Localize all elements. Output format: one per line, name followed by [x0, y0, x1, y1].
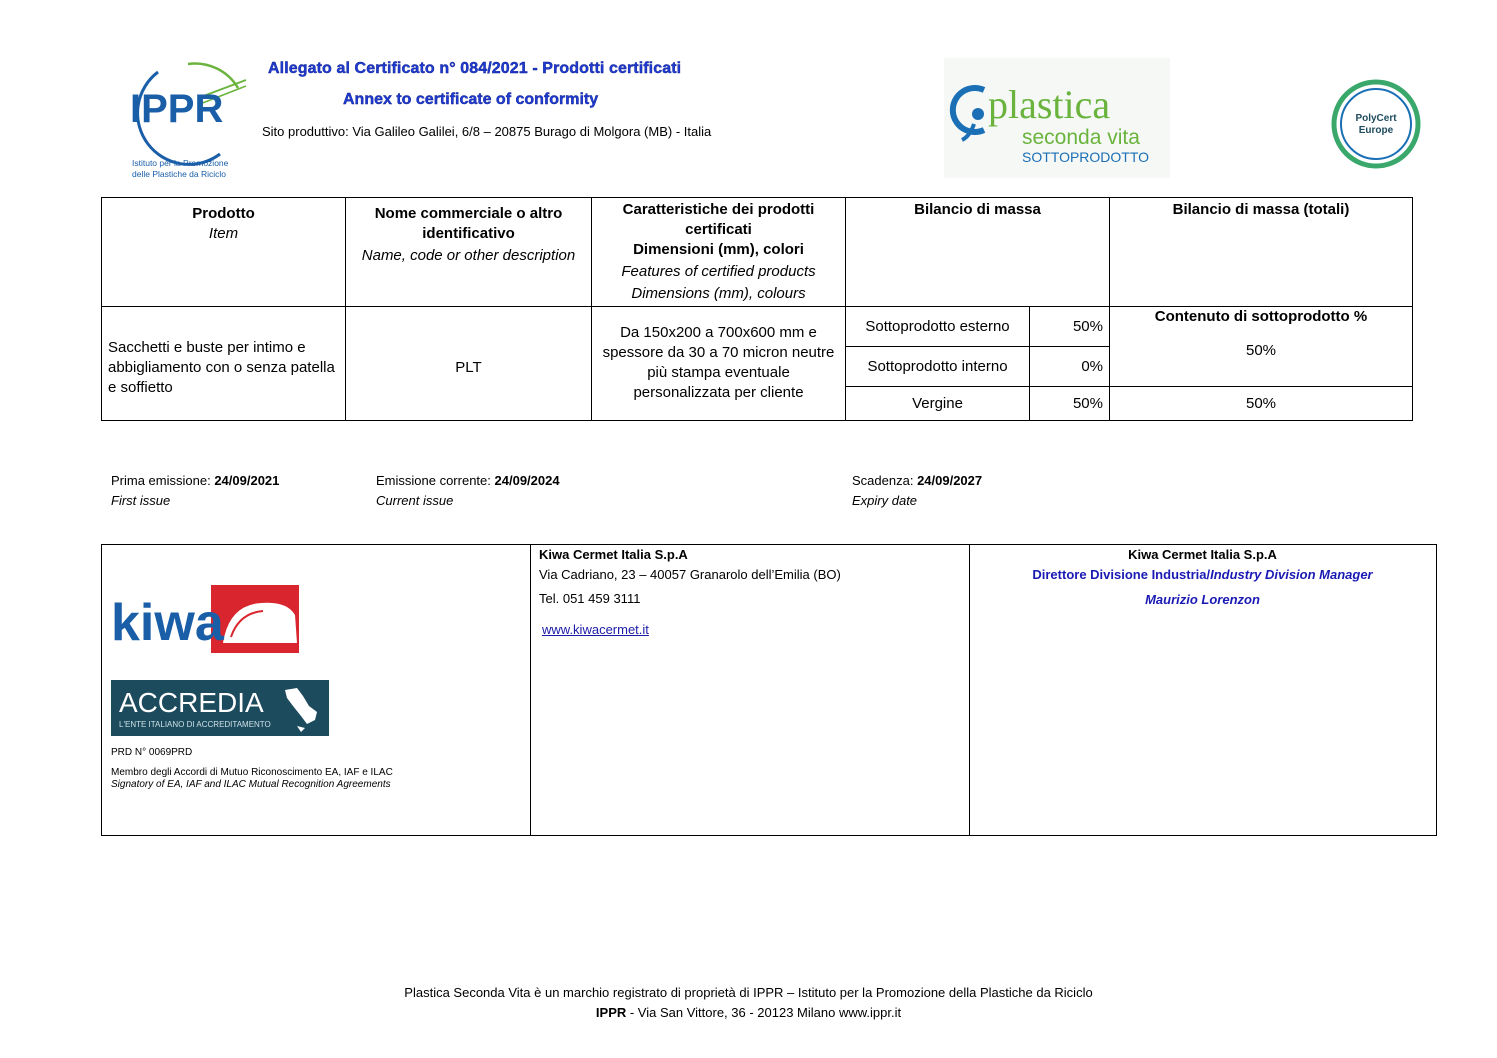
current-issue-en: Current issue — [376, 493, 454, 508]
current-issue-label: Emissione corrente: — [376, 473, 491, 488]
total-byproduct-value: 50% — [1245, 342, 1277, 359]
balance-value-internal: 0% — [1030, 347, 1110, 387]
certified-products-table — [101, 197, 1413, 421]
ippr-logo — [128, 58, 248, 183]
footer-address-text: - Via San Vittore, 36 - 20123 Milano www.ippr.it — [626, 1005, 902, 1020]
signer-name: Maurizio Lorenzon — [1145, 592, 1260, 607]
ippr-logo-caption-2: delle Plastiche da Riciclo — [132, 169, 227, 179]
first-issue-en: First issue — [111, 493, 171, 508]
accredia-logo-name: ACCREDIA — [119, 687, 264, 718]
accredia-logo-tagline: L'ENTE ITALIANO DI ACCREDITAMENTO — [119, 720, 271, 729]
footer-address — [0, 1005, 1497, 1020]
row-name: PLT — [346, 307, 592, 421]
psv-logo-line3: SOTTOPRODOTTO — [1022, 149, 1150, 165]
prd-number: PRD N° 0069PRD — [111, 747, 193, 758]
header-mass-balance: Bilancio di massa — [846, 198, 1110, 307]
header-item-it: Prodotto — [192, 205, 255, 222]
signature-cell — [969, 545, 1436, 835]
accredia-logo — [111, 680, 329, 741]
membership-it: Membro degli Accordi di Mutuo Riconoscimento EA, IAF e ILAC — [111, 767, 393, 778]
current-issue-date: 24/09/2024 — [494, 473, 560, 488]
polycert-europe-logo — [1330, 78, 1422, 170]
polycert-logo-line2: Europe — [1358, 125, 1394, 136]
ippr-logo-letters: IPPR — [130, 87, 224, 131]
first-issue-label: Prima emissione: — [111, 473, 211, 488]
header-features-it: Caratteristiche dei prodotti certificati — [622, 201, 815, 238]
balance-label-external: Sottoprodotto esterno — [846, 307, 1030, 347]
company-phone: Tel. 051 459 3111 — [539, 591, 641, 606]
kiwa-logo — [111, 585, 301, 660]
plastica-seconda-vita-logo — [944, 58, 1170, 178]
balance-label-internal: Sottoprodotto interno — [846, 347, 1030, 387]
signer-role — [969, 567, 1436, 582]
header-features-en: Features of certified products — [621, 263, 816, 280]
signer-role-it: Direttore Divisione Industria/ — [1032, 567, 1211, 582]
total-byproduct-cell — [1110, 307, 1413, 387]
expiry-date: 24/09/2027 — [917, 473, 983, 488]
production-site: Sito produttivo: Via Galileo Galilei, 6/8 – 20875 Burago di Molgora (MB) - Italia — [262, 124, 712, 139]
issuer-table — [101, 544, 1437, 836]
header-mass-balance-total: Bilancio di massa (totali) — [1110, 198, 1413, 307]
expiry — [852, 471, 982, 511]
polycert-logo-line1: PolyCert — [1355, 113, 1397, 124]
signer-company: Kiwa Cermet Italia S.p.A — [1128, 547, 1277, 562]
row-features: Da 150x200 a 700x600 mm e spessore da 30 a 70 micron neutre più stampa eventuale personalizzata per cliente — [592, 307, 846, 421]
total-virgin-value: 50% — [1110, 387, 1413, 421]
kiwa-logo-text: kiwa — [111, 594, 224, 652]
expiry-en: Expiry date — [852, 493, 918, 508]
header-item — [102, 198, 346, 307]
header-item-en: Item — [208, 225, 239, 242]
row-item: Sacchetti e buste per intimo e abbigliamento con o senza patella e soffietto — [102, 307, 346, 421]
first-issue-date: 24/09/2021 — [214, 473, 280, 488]
header-name-it: Nome commerciale o altro identificativo — [374, 205, 563, 242]
company-name: Kiwa Cermet Italia S.p.A — [539, 547, 688, 562]
psv-logo-line1: plastica — [988, 82, 1111, 127]
ippr-logo-caption-1: Istituto per la Promozione — [132, 158, 229, 168]
total-byproduct-label: Contenuto di sottoprodotto % — [1154, 308, 1368, 325]
membership-en: Signatory of EA, IAF and ILAC Mutual Recognition Agreements — [111, 779, 391, 790]
balance-label-virgin: Vergine — [846, 387, 1030, 421]
footer-trademark: Plastica Seconda Vita è un marchio registrato di proprietà di IPPR – Istituto per la Promozione della Plastiche da Riciclo — [404, 985, 1093, 1000]
company-website-link[interactable]: www.kiwacermet.it — [542, 622, 649, 637]
signer-role-en: Industry Division Manager — [1210, 567, 1373, 582]
page-title: Allegato al Certificato n° 084/2021 - Prodotti certificati — [268, 60, 682, 77]
accreditation-cell — [102, 545, 531, 835]
header-features-en2: Dimensions (mm), colours — [631, 285, 806, 302]
footer-ippr: IPPR — [595, 1005, 627, 1020]
balance-value-external: 50% — [1030, 307, 1110, 347]
balance-value-virgin: 50% — [1030, 387, 1110, 421]
header-name — [346, 198, 592, 307]
company-cell — [530, 545, 970, 835]
header-features — [592, 198, 846, 307]
current-issue — [376, 471, 560, 511]
page-subtitle: Annex to certificate of conformity — [343, 91, 599, 108]
first-issue — [111, 471, 279, 511]
psv-logo-line2: seconda vita — [1022, 126, 1140, 149]
expiry-label: Scadenza: — [852, 473, 914, 488]
company-address: Via Cadriano, 23 – 40057 Granarolo dell’Emilia (BO) — [539, 567, 841, 582]
header-features-it2: Dimensioni (mm), colori — [633, 241, 804, 258]
header-name-en: Name, code or other description — [361, 247, 576, 264]
